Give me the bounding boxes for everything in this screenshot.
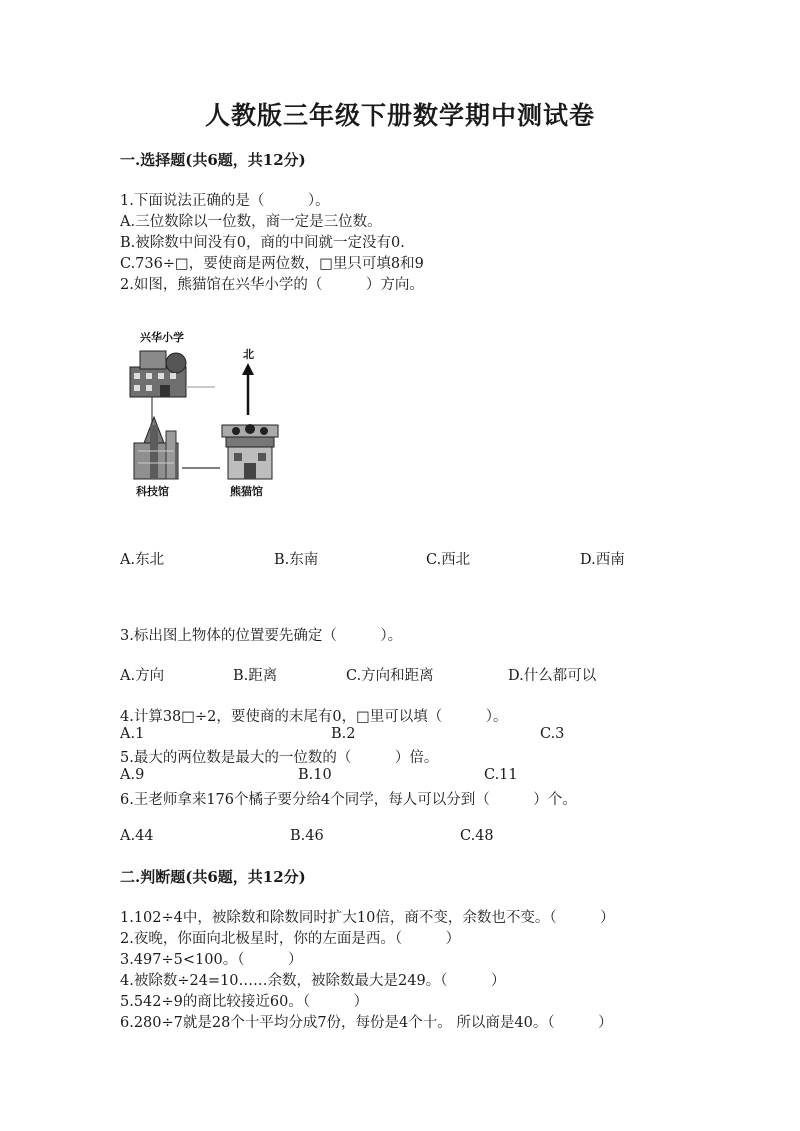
direction-map-diagram <box>120 325 300 505</box>
section-heading-judgement: 二.判断题(共6题，共12分) <box>120 868 306 886</box>
q6-option-a: A.44 <box>120 828 154 844</box>
q6-option-b: B.46 <box>290 828 324 844</box>
tech-museum-building-icon <box>134 417 178 479</box>
q3-stem: 3.标出图上物体的位置要先确定（ ）。 <box>120 628 403 644</box>
q2-option-b: B.东南 <box>274 552 319 568</box>
north-label: 北 <box>243 348 254 361</box>
q5-option-a: A.9 <box>120 767 145 783</box>
judgement-item-3: 3.497÷5<100。（ ） <box>120 952 303 968</box>
q2-option-d: D.西南 <box>580 552 625 568</box>
school-label: 兴华小学 <box>140 331 184 344</box>
q5-stem: 5.最大的两位数是最大的一位数的（ ）倍。 <box>120 750 439 766</box>
q4-stem: 4.计算38□÷2，要使商的末尾有0，□里可以填（ ）。 <box>120 709 508 725</box>
q1-stem: 1.下面说法正确的是（ ）。 <box>120 193 330 209</box>
q4-option-c: C.3 <box>540 726 565 742</box>
q2-option-c: C.西北 <box>426 552 471 568</box>
q3-option-c: C.方向和距离 <box>346 668 434 684</box>
q3-option-a: A.方向 <box>120 668 165 684</box>
north-arrow-icon <box>242 363 254 415</box>
judgement-item-1: 1.102÷4中，被除数和除数同时扩大10倍，商不变，余数也不变。（ ） <box>120 910 615 926</box>
tech-museum-label: 科技馆 <box>136 485 169 498</box>
q3-option-b: B.距离 <box>233 668 278 684</box>
panda-hall-building-icon <box>222 424 278 479</box>
panda-hall-label: 熊猫馆 <box>230 485 263 498</box>
q1-option-b: B.被除数中间没有0，商的中间就一定没有0. <box>120 235 405 251</box>
q4-option-b: B.2 <box>331 726 356 742</box>
q1-option-c: C.736÷□，要使商是两位数，□里只可填8和9 <box>120 256 424 272</box>
judgement-item-6: 6.280÷7就是28个十平均分成7份，每份是4个十。 所以商是40。（ ） <box>120 1015 613 1031</box>
q2-stem: 2.如图，熊猫馆在兴华小学的（ ）方向。 <box>120 277 424 293</box>
judgement-item-5: 5.542÷9的商比较接近60。（ ） <box>120 994 369 1010</box>
q1-option-a: A.三位数除以一位数，商一定是三位数。 <box>120 214 382 230</box>
q5-option-b: B.10 <box>298 767 332 783</box>
q6-stem: 6.王老师拿来176个橘子要分给4个同学，每人可以分到（ ）个。 <box>120 792 577 808</box>
q5-option-c: C.11 <box>484 767 518 783</box>
q4-option-a: A.1 <box>120 726 145 742</box>
school-building-icon <box>130 351 186 397</box>
judgement-item-4: 4.被除数÷24=10……余数，被除数最大是249。（ ） <box>120 973 506 989</box>
section-heading-choice: 一.选择题(共6题，共12分) <box>120 151 306 169</box>
page-title: 人教版三年级下册数学期中测试卷 <box>204 101 595 130</box>
q2-option-a: A.东北 <box>120 552 165 568</box>
q6-option-c: C.48 <box>460 828 494 844</box>
q3-option-d: D.什么都可以 <box>508 668 597 684</box>
judgement-item-2: 2.夜晚，你面向北极星时，你的左面是西。（ ） <box>120 931 461 947</box>
